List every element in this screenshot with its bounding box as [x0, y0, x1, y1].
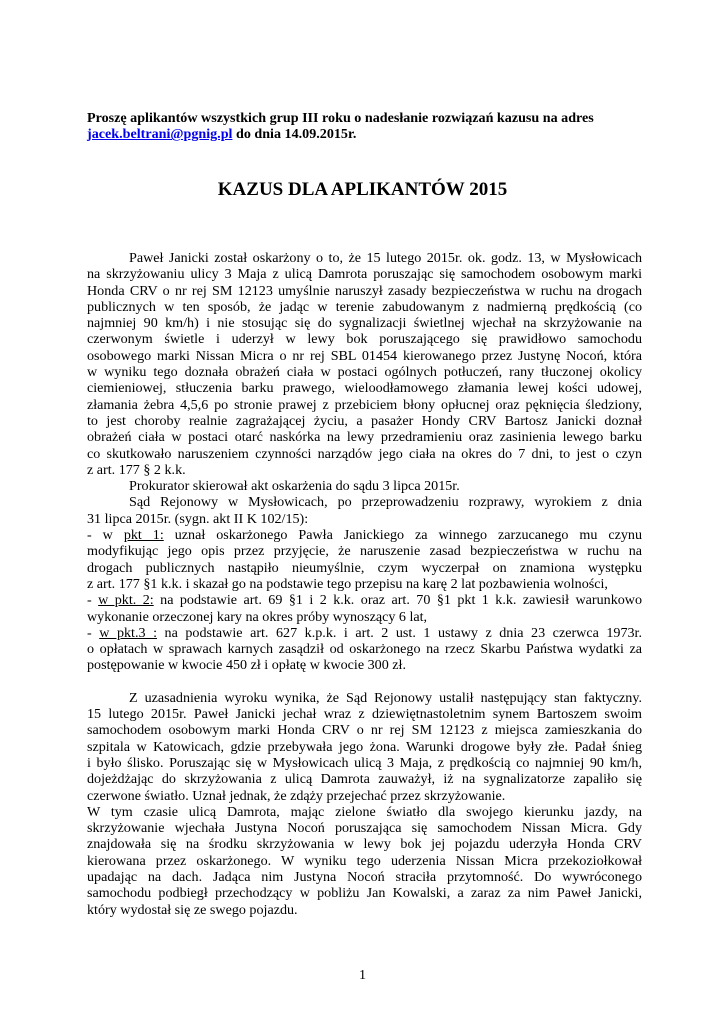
text-line: co skutkowało naruszeniem czynności narządów jego ciała na okres do 7 dni, to jest o czyn [87, 445, 642, 462]
text-line: dojeżdżając do skrzyżowania z ulicą Damrota zauważył, iż na sygnalizatorze zapaliło się [87, 771, 642, 788]
text-line: publicznych w ten sposób, że jadąc w terenie zabudowanym z nadmierną prędkością (co [87, 298, 642, 315]
text-line: szpitala w Katowicach, gdzie przebywała jego żona. Warunki drogowe były złe. Padał śnieg [87, 738, 642, 755]
bullet-prefix: - [87, 624, 100, 641]
bullet-prefix: - [87, 592, 99, 609]
text-line: Honda CRV o nr rej SM 12123 umyślnie naruszył zasady bezpieczeństwa w ruchu na drogach [87, 282, 642, 299]
text-line: postępowanie w kwocie 450 zł i opłatę w kwocie 300 zł. [87, 657, 406, 674]
text-line: skrzyżowanie wjechała Justyna Nocoń poruszająca się samochodem Nissan Micra. Gdy [87, 820, 642, 837]
verdict-point-label: w pkt.3 : [99, 624, 157, 641]
verdict-point-text: na podstawie art. 627 k.p.k. i art. 2 ust. 1 ustawy z dnia 23 czerwca 1973r. [157, 624, 642, 641]
text-line: Sąd Rejonowy w Mysłowicach, po przeprowadzeniu rozprawy, wyrokiem z dnia [129, 494, 642, 511]
text-line: Prokurator skierował akt oskarżenia do sądu 3 lipca 2015r. [129, 478, 460, 495]
text-line: złamania żebra 4,5,6 po stronie prawej z przebiciem błony opłucnej oraz pęknięcia śledziony, [87, 396, 642, 413]
paragraph-facts [87, 690, 642, 804]
text-line: upadając na dach. Jadąca nim Justyna Nocoń straciła przytomność. Do wywróconego [87, 868, 642, 885]
verdict-point-text: na podstawie art. 69 §1 i 2 k.k. oraz art. 70 §1 pkt 1 k.k. zawiesił warunkowo [153, 592, 643, 609]
text-line: samochodem osobowym marki Honda CRV o nr rej SM 12123 z miejsca zamieszkania do [87, 722, 642, 739]
text-line: obrażeń ciała w postaci otarć naskórka na lewy przedramieniu oraz zasinienia lewego barku [87, 429, 642, 446]
verdict-points [87, 527, 642, 674]
case-body [87, 250, 642, 918]
page-number: 1 [358, 967, 367, 983]
verdict-point-text: uznał oskarżonego Pawła Janickiego za winnego zarzucanego mu czynu [163, 527, 643, 544]
text-line: to jest choroby realnie zagrażającej życiu, a pasażer Hondy CRV Bartosz Janicki doznał [87, 412, 642, 429]
text-line: znajdowała się na środku skrzyżowania w lewy bok jej pojazdu uderzyła Honda CRV [87, 836, 642, 853]
notice-line-1: Proszę aplikantów wszystkich grup III roku o nadesłanie rozwiązań kazusu na adres [87, 110, 594, 126]
text-line: Z uzasadnienia wyroku wynika, że Sąd Rejonowy ustalił następujący stan faktyczny. [129, 689, 642, 706]
verdict-point-line [87, 592, 642, 608]
verdict-point-label: pkt 1: [123, 527, 164, 544]
text-line: Paweł Janicki został oskarżony o to, że 15 lutego 2015r. ok. godz. 13, w Mysłowicach [129, 250, 642, 266]
text-line: który wydostał się ze swego pojazdu. [87, 901, 298, 918]
email-link[interactable]: jacek.beltrani@pgnig.pl [87, 126, 233, 143]
text-line: z art. 177 §1 k.k. i skazał go na podstawie tego przepisu na karę 2 lat pozbawienia wolności, [87, 575, 608, 592]
text-line: najmniej 90 km/h) i nie stosując się do sygnalizacji świetlnej wjechał na skrzyżowanie na [87, 315, 642, 332]
notice-deadline: do dnia 14.09.2015r. [232, 126, 357, 143]
text-line: w wyniku tego doznała obrażeń ciała w postaci ogólnych potłuczeń, rany tłuczonej okolicy [87, 364, 642, 381]
page-title: KAZUS DLA APLIKANTÓW 2015 [217, 179, 508, 200]
text-line: z art. 177 § 2 k.k. [87, 461, 186, 478]
text-line: wykonanie orzeczonej kary na okres próby wynoszący 6 lat, [87, 608, 428, 625]
verdict-point-label: w pkt. 2: [98, 592, 154, 609]
text-line: czerwone światło. Uznał jednak, że zdąży przejechać przez skrzyżowanie. [87, 787, 506, 804]
submission-notice [87, 110, 647, 143]
bullet-prefix: - w [87, 527, 124, 544]
text-line: samochodu podbiegł przechodzący w pobliżu Jan Kowalski, a zaraz za nim Paweł Janicki, [87, 885, 642, 902]
text-line: 15 lutego 2015r. Paweł Janicki jechał wraz z dziewiętnastoletnim synem Bartoszem swoim [87, 706, 642, 723]
text-line: kierowana przez oskarżonego. W wyniku tego uderzenia Nissan Micra przekoziołkował [87, 852, 642, 869]
paragraph-collision [87, 804, 642, 918]
text-line: ciemieniowej, stłuczenia barku prawego, wieloodłamowego złamania lewej kości udowej, [87, 380, 642, 397]
text-line: modyfikując jego opis przez przyjęcie, że naruszenie zasad bezpieczeństwa w ruchu na [87, 543, 642, 560]
verdict-point-line [87, 527, 642, 543]
text-line: drogach publicznych nastąpiło nieumyślnie, czym wyczerpał on znamiona występku [87, 559, 642, 576]
text-line: i było ślisko. Poruszając się w Mysłowicach ulicą 3 Maja, z prędkością co najmniej 90 km/h, [87, 754, 642, 771]
text-line: o opłatach w sprawach karnych zasądził od oskarżonego na rzecz Skarbu Państwa wydatki za [87, 641, 642, 658]
paragraph-indictment [87, 478, 642, 494]
paragraph-charges [87, 250, 642, 478]
paragraph-gap [87, 674, 642, 690]
text-line: W tym czasie ulicą Damrota, mając zielone światło dla swojego kierunku jazdy, na [87, 803, 642, 820]
text-line: 31 lipca 2015r. (sygn. akt II K 102/15): [87, 510, 309, 527]
verdict-point-line [87, 625, 642, 641]
text-line: na skrzyżowaniu ulicy 3 Maja z ulicą Damrota poruszając się samochodem osobowym marki [87, 266, 642, 283]
text-line: osobowego marki Nissan Micra o nr rej SBL 01454 kierowanego przez Justynę Nocoń, która [87, 347, 642, 364]
text-line: czerwonym świetle i uderzył w lewy bok poruszającego się prawidłowo samochodu [87, 331, 642, 348]
paragraph-verdict-intro [87, 494, 642, 527]
